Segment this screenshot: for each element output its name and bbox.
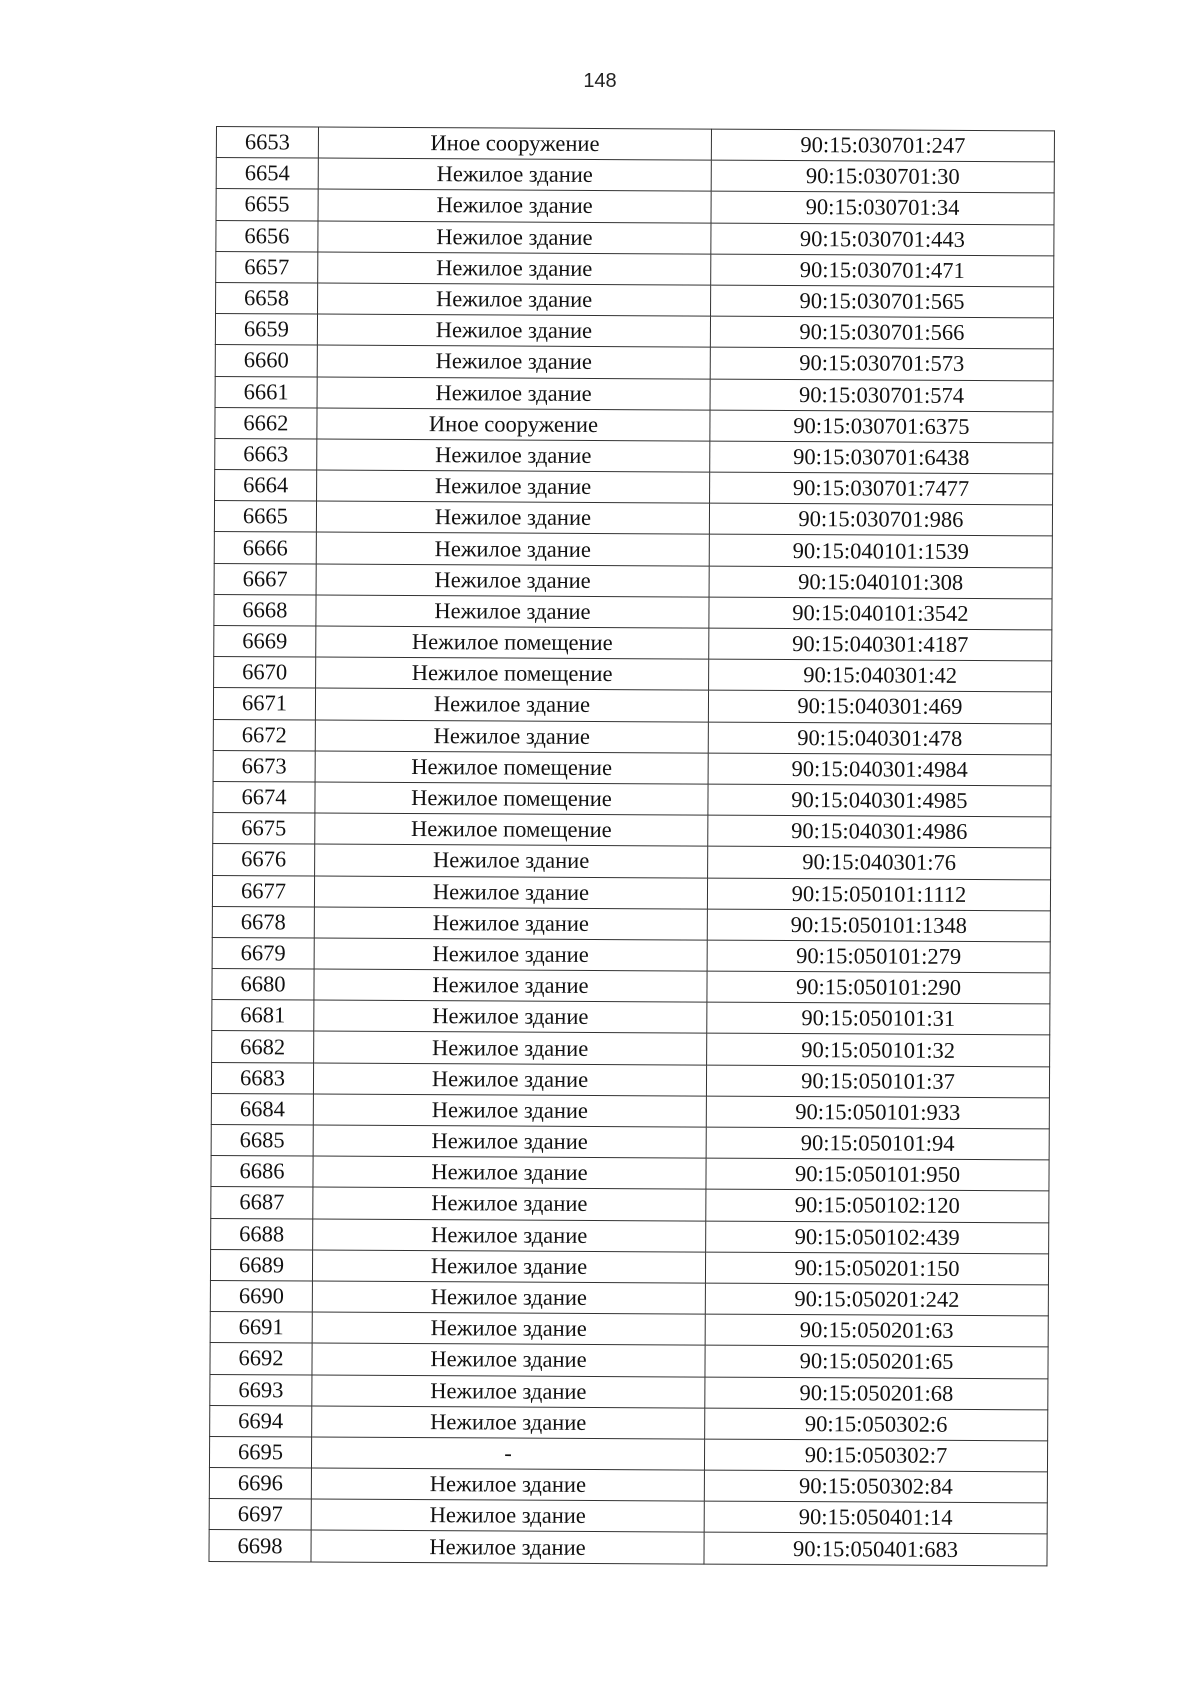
object-type-cell: Нежилое здание [313,1125,706,1158]
object-type-cell: Нежилое здание [318,283,711,316]
cadastral-number-cell: 90:15:040301:4985 [708,784,1051,817]
object-type-cell: Нежилое здание [315,844,708,877]
row-number-cell: 6659 [215,314,317,346]
cadastral-number-cell: 90:15:050302:84 [704,1470,1047,1503]
object-type-cell: Нежилое здание [314,938,707,971]
object-type-cell: Нежилое здание [315,688,708,721]
row-number-cell: 6658 [216,282,318,314]
table-row [209,1468,1047,1504]
table-row [216,282,1054,318]
cadastral-number-cell: 90:15:050201:68 [705,1377,1048,1410]
object-type-cell: Нежилое здание [311,1530,704,1563]
row-number-cell: 6662 [215,407,317,439]
object-type-cell: Нежилое здание [318,252,711,285]
table-row [215,438,1053,474]
cadastral-number-cell: 90:15:030701:6438 [710,441,1053,474]
cadastral-number-cell: 90:15:050102:439 [706,1221,1049,1254]
table-row [215,314,1053,350]
row-number-cell: 6695 [209,1436,311,1468]
row-number-cell: 6692 [210,1343,312,1375]
page-number: 148 [583,70,617,92]
row-number-cell: 6683 [211,1062,313,1094]
cadastral-number-cell: 90:15:030701:34 [711,191,1054,224]
object-type-cell: Нежилое здание [314,969,707,1002]
table-row [212,937,1050,973]
table-row [214,563,1052,599]
row-number-cell: 6664 [215,470,317,502]
cadastral-number-cell: 90:15:040301:42 [709,659,1052,692]
table-row [216,158,1054,194]
table-row [216,251,1054,287]
object-type-cell: - [311,1437,704,1470]
object-type-cell: Нежилое здание [314,1031,707,1064]
row-number-cell: 6681 [212,1000,314,1032]
row-number-cell: 6682 [212,1031,314,1063]
row-number-cell: 6690 [210,1280,312,1312]
cadastral-number-cell: 90:15:050101:1112 [707,878,1050,911]
cadastral-number-cell: 90:15:030701:574 [710,379,1053,412]
table-row [210,1280,1048,1316]
registry-table-body [209,127,1055,1566]
row-number-cell: 6696 [209,1468,311,1500]
row-number-cell: 6688 [211,1218,313,1250]
table-row [211,1062,1049,1098]
row-number-cell: 6665 [214,501,316,533]
cadastral-number-cell: 90:15:030701:471 [711,254,1054,287]
table-row [213,813,1051,849]
table-row [211,1124,1049,1160]
object-type-cell: Нежилое здание [312,1375,705,1408]
cadastral-number-cell: 90:15:040301:478 [708,722,1051,755]
object-type-cell: Нежилое здание [312,1250,705,1283]
table-row [213,750,1051,786]
cadastral-number-cell: 90:15:050302:6 [705,1408,1048,1441]
object-type-cell: Нежилое здание [313,1094,706,1127]
row-number-cell: 6680 [212,969,314,1001]
row-number-cell: 6698 [209,1530,311,1562]
object-type-cell: Нежилое здание [314,876,707,909]
cadastral-number-cell: 90:15:050101:31 [707,1002,1050,1035]
table-row [211,1218,1049,1254]
object-type-cell: Нежилое помещение [316,626,709,659]
row-number-cell: 6660 [215,345,317,377]
table-row [215,345,1053,381]
row-number-cell: 6685 [211,1124,313,1156]
table-row [215,376,1053,412]
object-type-cell: Нежилое здание [318,158,711,191]
row-number-cell: 6672 [213,719,315,751]
cadastral-number-cell: 90:15:040301:4984 [708,753,1051,786]
object-type-cell: Нежилое здание [317,470,710,503]
object-type-cell: Нежилое помещение [316,657,709,690]
cadastral-number-cell: 90:15:040301:76 [708,846,1051,879]
object-type-cell: Нежилое здание [317,439,710,472]
cadastral-number-cell: 90:15:050102:120 [706,1189,1049,1222]
row-number-cell: 6653 [216,127,318,159]
cadastral-number-cell: 90:15:030701:565 [711,285,1054,318]
row-number-cell: 6654 [216,158,318,190]
object-type-cell: Нежилое помещение [315,813,708,846]
table-row [212,1031,1050,1067]
table-row [216,220,1054,256]
object-type-cell: Нежилое здание [316,564,709,597]
cadastral-number-cell: 90:15:040101:3542 [709,597,1052,630]
row-number-cell: 6656 [216,220,318,252]
row-number-cell: 6671 [213,688,315,720]
table-row [214,501,1052,537]
object-type-cell: Нежилое здание [314,1000,707,1033]
table-row [215,407,1053,443]
cadastral-number-cell: 90:15:030701:30 [711,160,1054,193]
registry-table [208,126,1055,1566]
cadastral-number-cell: 90:15:050401:14 [704,1501,1047,1534]
table-row [209,1530,1047,1566]
object-type-cell: Нежилое здание [313,1156,706,1189]
row-number-cell: 6677 [212,875,314,907]
row-number-cell: 6687 [211,1187,313,1219]
table-row [215,470,1053,506]
row-number-cell: 6686 [211,1156,313,1188]
table-row [209,1499,1047,1535]
cadastral-number-cell: 90:15:050101:290 [707,971,1050,1004]
object-type-cell: Нежилое здание [318,189,711,222]
object-type-cell: Нежилое здание [313,1219,706,1252]
cadastral-number-cell: 90:15:050101:94 [706,1127,1049,1160]
object-type-cell: Иное сооружение [317,408,710,441]
cadastral-number-cell: 90:15:030701:986 [709,503,1052,536]
row-number-cell: 6667 [214,563,316,595]
object-type-cell: Нежилое здание [311,1499,704,1532]
table-row [210,1405,1048,1441]
object-type-cell: Нежилое помещение [315,751,708,784]
row-number-cell: 6679 [212,937,314,969]
row-number-cell: 6655 [216,189,318,221]
table-row [209,1436,1047,1472]
cadastral-number-cell: 90:15:050101:279 [707,940,1050,973]
cadastral-number-cell: 90:15:050201:63 [705,1314,1048,1347]
cadastral-number-cell: 90:15:040101:1539 [709,535,1052,568]
table-row [211,1187,1049,1223]
table-row [210,1374,1048,1410]
object-type-cell: Нежилое здание [313,1187,706,1220]
cadastral-number-cell: 90:15:030701:7477 [710,472,1053,505]
row-number-cell: 6670 [214,657,316,689]
row-number-cell: 6661 [215,376,317,408]
object-type-cell: Нежилое здание [315,720,708,753]
table-row [210,1312,1048,1348]
row-number-cell: 6675 [213,813,315,845]
table-row [212,906,1050,942]
cadastral-number-cell: 90:15:050101:950 [706,1158,1049,1191]
table-row [214,532,1052,568]
cadastral-number-cell: 90:15:050101:32 [707,1034,1050,1067]
table-row [213,688,1051,724]
object-type-cell: Нежилое здание [316,501,709,534]
object-type-cell: Нежилое здание [316,595,709,628]
cadastral-number-cell: 90:15:030701:6375 [710,410,1053,443]
row-number-cell: 6673 [213,750,315,782]
cadastral-number-cell: 90:15:030701:247 [711,129,1054,162]
object-type-cell: Нежилое здание [317,314,710,347]
row-number-cell: 6674 [213,781,315,813]
table-row [210,1343,1048,1379]
object-type-cell: Нежилое здание [313,1063,706,1096]
row-number-cell: 6678 [212,906,314,938]
table-row [213,781,1051,817]
table-row [210,1249,1048,1285]
row-number-cell: 6694 [210,1405,312,1437]
row-number-cell: 6691 [210,1312,312,1344]
object-type-cell: Иное сооружение [318,127,711,160]
object-type-cell: Нежилое здание [312,1281,705,1314]
row-number-cell: 6689 [210,1249,312,1281]
table-row [211,1093,1049,1129]
cadastral-number-cell: 90:15:050101:1348 [707,909,1050,942]
object-type-cell: Нежилое здание [312,1312,705,1345]
cadastral-number-cell: 90:15:030701:573 [710,347,1053,380]
cadastral-number-cell: 90:15:040101:308 [709,566,1052,599]
cadastral-number-cell: 90:15:040301:469 [708,690,1051,723]
table-row [214,657,1052,693]
table-row [213,844,1051,880]
cadastral-number-cell: 90:15:050201:150 [705,1252,1048,1285]
object-type-cell: Нежилое здание [314,907,707,940]
row-number-cell: 6669 [214,625,316,657]
row-number-cell: 6668 [214,594,316,626]
table-row [212,969,1050,1005]
object-type-cell: Нежилое здание [317,345,710,378]
cadastral-number-cell: 90:15:050101:933 [706,1096,1049,1129]
table-row [216,189,1054,225]
cadastral-number-cell: 90:15:030701:566 [710,316,1053,349]
object-type-cell: Нежилое здание [312,1406,705,1439]
object-type-cell: Нежилое помещение [315,782,708,815]
cadastral-number-cell: 90:15:050201:242 [705,1283,1048,1316]
cadastral-number-cell: 90:15:050401:683 [704,1533,1047,1566]
table-row [213,719,1051,755]
table-row [214,625,1052,661]
cadastral-number-cell: 90:15:040301:4187 [709,628,1052,661]
row-number-cell: 6666 [214,532,316,564]
cadastral-number-cell: 90:15:050201:65 [705,1345,1048,1378]
object-type-cell: Нежилое здание [318,221,711,254]
table-row [216,127,1054,163]
object-type-cell: Нежилое здание [311,1468,704,1501]
row-number-cell: 6676 [213,844,315,876]
row-number-cell: 6684 [211,1093,313,1125]
row-number-cell: 6693 [210,1374,312,1406]
table-row [211,1156,1049,1192]
table-row [212,1000,1050,1036]
cadastral-number-cell: 90:15:040301:4986 [708,815,1051,848]
row-number-cell: 6663 [215,438,317,470]
object-type-cell: Нежилое здание [316,532,709,565]
cadastral-number-cell: 90:15:050101:37 [706,1065,1049,1098]
object-type-cell: Нежилое здание [317,377,710,410]
table-row [214,594,1052,630]
row-number-cell: 6697 [209,1499,311,1531]
table-row [212,875,1050,911]
row-number-cell: 6657 [216,251,318,283]
cadastral-number-cell: 90:15:050302:7 [704,1439,1047,1472]
object-type-cell: Нежилое здание [312,1343,705,1376]
cadastral-number-cell: 90:15:030701:443 [711,223,1054,256]
